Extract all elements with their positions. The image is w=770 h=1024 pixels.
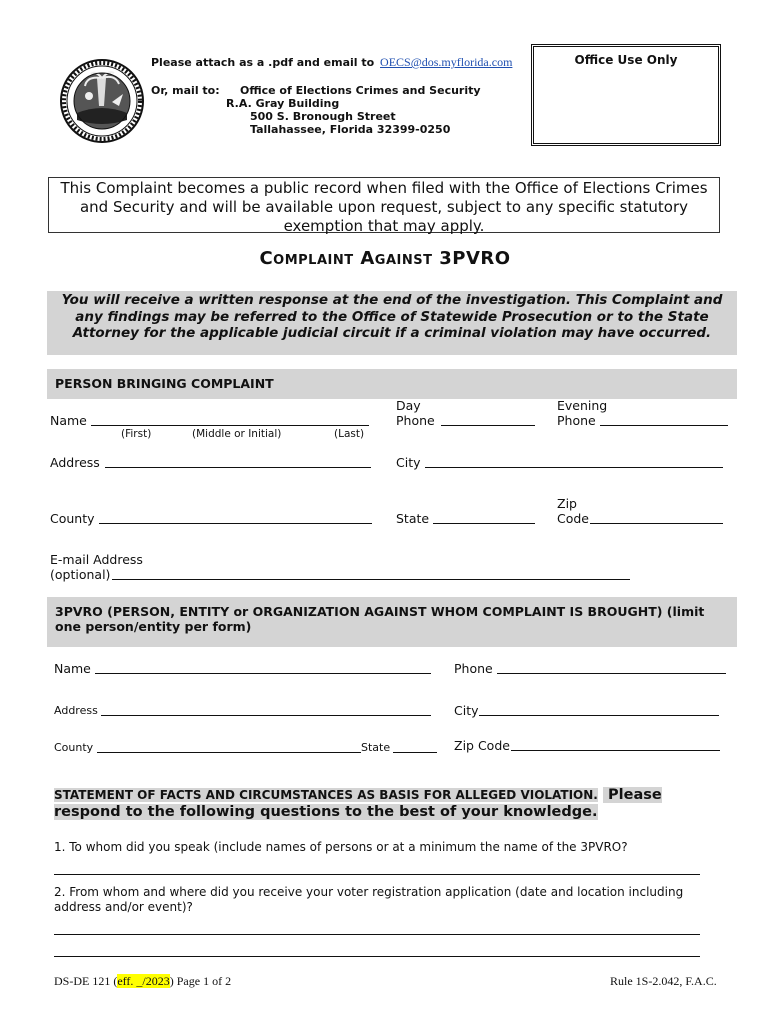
public-record-notice: This Complaint becomes a public record when filed with the Office of Elections Crimes and Security and will be available upon request, subject to any specific statutory exemption that may apply. [48,177,720,233]
person-county-field[interactable] [99,523,372,524]
mail-address-line1: Office of Elections Crimes and Security [240,84,481,97]
pvro-zip-field[interactable] [511,750,720,751]
email-optional-label: (optional) [50,567,111,582]
zip-code-label: Code [557,511,590,526]
response-note: You will receive a written response at the end of the investigation. This Complaint and any findings may be referred to the Office of Statewide Prosecution or to the State Attorney for the applicable judicial circuit if a criminal violation may have occurred. [47,291,737,355]
first-sublabel: (First) [121,428,152,440]
statement-subheader: respond to the following questions to the best of your knowledge. [54,804,598,820]
effective-date-highlight: eff. _/2023 [117,974,170,988]
person-city-label: City [396,455,421,470]
pvro-phone-label: Phone [454,661,493,676]
person-name-label: Name [50,413,87,428]
email-link[interactable]: OECS@dos.myflorida.com [380,55,513,69]
day-phone-label: Phone [396,413,435,428]
pvro-state-field[interactable] [393,752,437,753]
page-title: Complaint Against 3PVRO [259,248,511,269]
person-section-header: PERSON BRINGING COMPLAINT [47,369,737,399]
evening-label: Evening [557,398,608,413]
person-address-label: Address [50,455,100,470]
person-name-field[interactable] [91,425,369,426]
mail-to-label: Or, mail to: [151,84,220,97]
pvro-county-label: County [54,741,94,754]
attach-instruction: Please attach as a .pdf and email to OECS@dos.myflorida.com [151,55,513,69]
person-zip-field[interactable] [590,523,723,524]
person-state-label: State [396,511,430,526]
question-1: 1. To whom did you speak (include names of persons or at a minimum the name of the 3PVRO? [54,840,628,854]
person-email-field[interactable] [112,579,630,580]
footer-rule: Rule 1S-2.042, F.A.C. [610,974,717,988]
mail-address-line3: 500 S. Bronough Street [250,110,396,123]
pvro-section-header: 3PVRO (PERSON, ENTITY or ORGANIZATION AGAINST WHOM COMPLAINT IS BROUGHT) (limit one person/entity per form) [47,597,737,647]
mail-address-line4: Tallahassee, Florida 32399-0250 [250,123,451,136]
email-label: E-mail Address [50,552,143,567]
pvro-name-label: Name [54,661,91,676]
pvro-address-field[interactable] [101,715,431,716]
person-county-label: County [50,511,95,526]
pvro-name-field[interactable] [95,673,431,674]
person-city-field[interactable] [425,467,723,468]
pvro-city-label: City [454,703,479,718]
pvro-address-label: Address [54,704,98,717]
pvro-county-field[interactable] [97,752,361,753]
person-state-field[interactable] [433,523,535,524]
office-use-label: Office Use Only [574,53,678,67]
pvro-city-field[interactable] [479,715,719,716]
florida-seal-logo [57,58,147,144]
evening-phone-label: Phone [557,413,596,428]
question-2: 2. From whom and where did you receive your voter registration application (date and location including address and/or event)? [54,885,684,914]
mail-address-line2: R.A. Gray Building [226,97,340,110]
last-sublabel: (Last) [334,428,365,440]
pvro-phone-field[interactable] [497,673,726,674]
zip-label: Zip [557,496,577,511]
day-label: Day [396,398,421,413]
day-phone-field[interactable] [441,425,535,426]
question-2-answer-line-2[interactable] [54,956,700,957]
question-2-answer-line-1[interactable] [54,934,700,935]
office-use-box [531,44,721,146]
question-1-answer-line[interactable] [54,874,700,875]
footer-form-id: DS-DE 121 (eff. _/2023) Page 1 of 2 [54,974,232,988]
evening-phone-field[interactable] [600,425,728,426]
statement-header: STATEMENT OF FACTS AND CIRCUMSTANCES AS BASIS FOR ALLEGED VIOLATION. Please [54,787,662,803]
middle-sublabel: (Middle or Initial) [192,428,282,440]
pvro-zip-label: Zip Code [454,738,510,753]
person-address-field[interactable] [105,467,371,468]
pvro-state-label: State [361,741,391,754]
